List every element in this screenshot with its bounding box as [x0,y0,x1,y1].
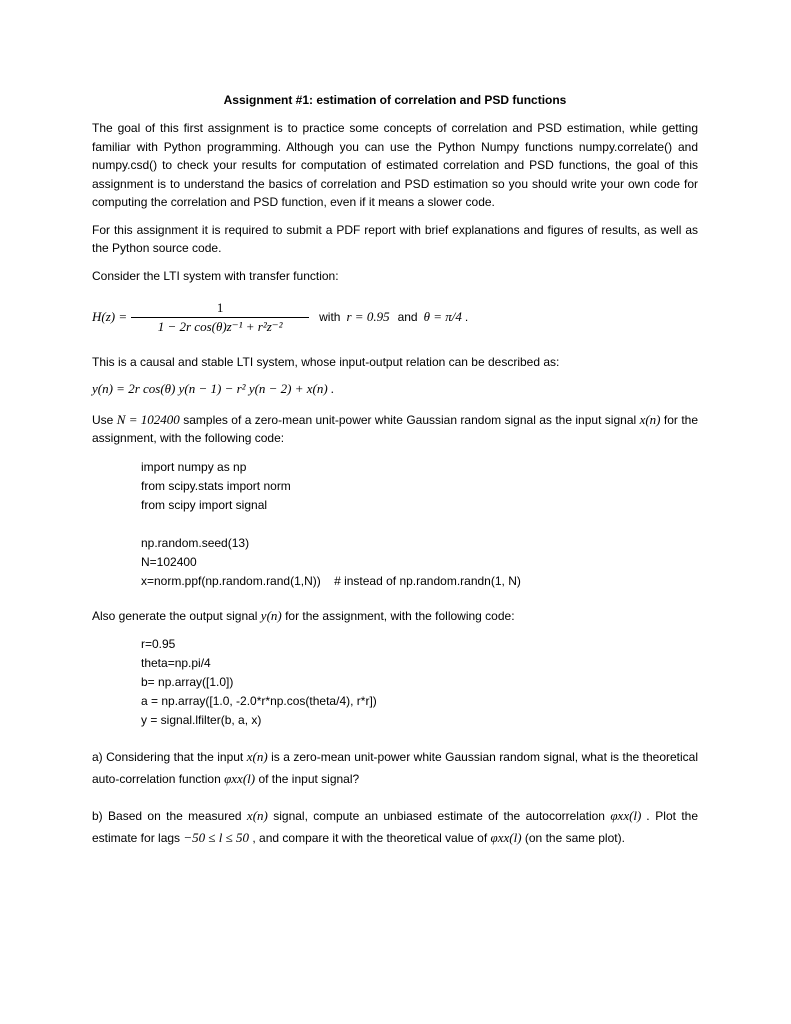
qb-phi-expression-2: φxx(l) [490,830,522,845]
use-mid: samples of a zero-mean unit-power white Gaussian random signal as the input signal [183,412,637,427]
use-post: for the assignment, with the following code: [92,412,698,445]
qa-text-3: of the input signal? [258,772,360,786]
code-line: r=0.95 [141,637,176,651]
also-post: for the assignment, with the following code: [285,608,515,623]
eq-theta-condition: θ = π/4 [423,309,462,324]
use-pre: Use [92,412,114,427]
eq-and-word: and [397,310,418,324]
difference-equation: y(n) = 2r cos(θ) y(n − 1) − r² y(n − 2) + x(n) . [92,380,335,396]
code-line: a = np.array([1.0, -2.0*r*np.cos(theta/4), r*r]) [141,694,377,708]
qa-x-expression: x(n) [246,749,268,764]
code-line: N=102400 [141,554,197,569]
code-line: np.random.seed(13) [141,535,250,550]
qb-lag-expression: −50 ≤ l ≤ 50 [183,830,250,845]
code-block-output [141,635,698,730]
eq-lhs: H(z) = [92,309,128,324]
qa-text-2: is a zero-mean unit-power white Gaussian random signal, what is the theoretical auto-correlation function [92,750,699,786]
code-line: y = signal.lfilter(b, a, x) [141,713,262,727]
code-line: from scipy.stats import norm [141,478,291,493]
eq-fraction [131,300,309,335]
report-requirement-paragraph: For this assignment it is required to submit a PDF report with brief explanations and figures of results, as well as the Python source code. [92,222,698,255]
code-line: x=norm.ppf(np.random.rand(1,N)) # instead of np.random.randn(1, N) [141,573,521,588]
qa-phi-expression: φxx(l) [224,771,256,786]
qb-text-2: signal, compute an unbiased estimate of the autocorrelation [273,809,605,823]
qb-text-4: , and compare it with the theoretical value of [252,831,488,845]
consider-paragraph: Consider the LTI system with transfer function: [92,268,339,283]
code-line: import numpy as np [141,459,247,474]
question-a [92,746,698,790]
eq-r-condition: r = 0.95 [346,309,390,324]
question-b [92,805,698,849]
eq-with-word: with [319,310,341,324]
code-blank-line [141,515,698,534]
eq-period: . [464,310,469,324]
page-title: Assignment #1: estimation of correlation and PSD functions [223,93,567,107]
causal-paragraph: This is a causal and stable LTI system, whose input-output relation can be described as: [92,355,560,369]
qb-text-3: Plot the estimate for lags [92,809,699,845]
code-block-input [141,458,698,591]
code-line: b= np.array([1.0]) [141,675,234,689]
code-line: theta=np.pi/4 [141,656,211,670]
qb-x-expression: x(n) [246,808,268,823]
also-pre: Also generate the output signal [92,608,258,623]
eq-numerator: 1 [131,300,309,318]
n-expression: N = 102400 [116,411,180,427]
qb-text-5: (on the same plot). [524,831,625,845]
transfer-function-equation [92,295,698,339]
y-expression: y(n) [260,607,282,623]
qb-phi-expression: φxx(l) . [610,808,650,823]
intro-paragraph: The goal of this first assignment is to practice some concepts of correlation and PSD estimation, while getting familiar with Python programming. Although you can use the Python Numpy functions numpy.correlate() and numpy.csd() to check your results for computation of estimated correlation and PSD functions, the goal of this assignment is to understand the basics of correlation and PSD estimation so you should write your own code for computing the correlation and PSD function, even if it means a slower code. [92,121,698,209]
also-paragraph [92,607,698,626]
code-line: from scipy import signal [141,497,268,512]
qb-text-1: b) Based on the measured [92,809,242,823]
use-paragraph [92,411,698,448]
document-page [92,93,698,858]
eq-denominator: 1 − 2r cos(θ)z⁻¹ + r²z⁻² [157,318,283,334]
x-expression: x(n) [639,411,661,427]
qa-text-1: a) Considering that the input [92,750,244,764]
